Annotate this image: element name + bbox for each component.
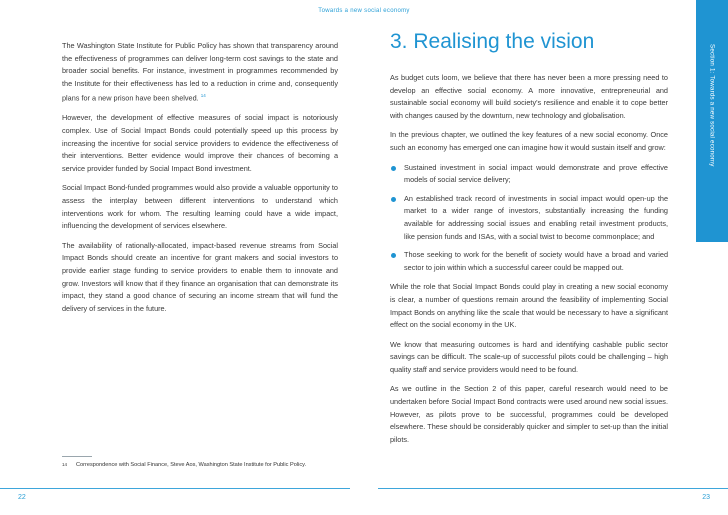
- bullet-item: Sustained investment in social impact would demonstrate and prove effective models of social service delivery;: [390, 162, 668, 187]
- footnote: [62, 461, 362, 469]
- bottom-rule-right: [378, 488, 728, 489]
- section-side-tab: [696, 0, 728, 242]
- left-paragraph: However, the development of effective measures of social impact is notoriously complex. Use of Social Impact Bonds could potentially speed up this process by increasing the incentive for social service providers to evidence the effectiveness of their interventions. Better evidence would improve their chances of becoming a service provider funded by Social Impact Bond investment.: [62, 113, 338, 173]
- right-column: [390, 72, 668, 453]
- left-paragraph: The Washington State Institute for Public Policy has shown that transparency around the effectiveness of programmes can deliver long-term cost savings to the state and broader social benefits. For instance, investment in programmes recommended by the Institute for their effectiveness has led to a reduction in crime and, consequently plans for a new prison have been shelved. $^{14}$: [62, 41, 338, 103]
- section-side-tab-label: Section 1: Towards a new social economy: [708, 44, 716, 167]
- footnote-text: Correspondence with Social Finance, Steve Aos, Washington State Institute for Public Policy.: [76, 462, 307, 468]
- bullet-item: Those seeking to work for the benefit of society would have a broad and varied sector to join within which a successful career could be mapped out.: [390, 249, 668, 274]
- page-number-right: 23: [702, 494, 710, 501]
- bullet-dot-icon: [391, 197, 396, 202]
- bullet-dot-icon: [391, 166, 396, 171]
- right-paragraph: While the role that Social Impact Bonds could play in creating a new social economy is clear, a number of questions remain around the feasibility of implementing Social Impact Bonds on anything like the scale that would be necessary to have a significant effect on the social economy in the UK.: [390, 282, 668, 330]
- bottom-rule-left: [0, 488, 350, 489]
- running-header: Towards a new social economy: [318, 8, 410, 14]
- left-paragraph: The availability of rationally-allocated, impact-based revenue streams from Social Impact Bonds should create an incentive for grant makers and social investors to provide earlier stage funding to service providers to enable them to innovate and grow. Investors will know that if they finance an organisation that can demonstrate its impact, they stand a good chance of securing an income stream that will fund the delivery of services in the future.: [62, 240, 338, 313]
- footnote-reference: 14: [200, 93, 206, 99]
- right-paragraph: As we outline in the Section 2 of this paper, careful research would need to be undertaken before Social Impact Bond contracts were used around new social issues. However, as pilots prove to be successful, programmes could be developed elsewhere. These should be considerably quicker and simpler to set-up than the initial pilots.: [390, 384, 668, 444]
- footnote-rule: [62, 456, 92, 457]
- bullet-list: [390, 162, 668, 275]
- bullet-dot-icon: [391, 253, 396, 258]
- footnote-number: 14: [62, 462, 68, 467]
- bullet-item: An established track record of investments in social impact would open-up the market to a wider range of investors, substantially increasing the funding available for addressing social issues and enabling retail investment products, like pension funds and ISAs, with a social twist to become commonplace; and: [390, 193, 668, 243]
- left-column: [62, 40, 338, 322]
- intro-paragraph: As budget cuts loom, we believe that there has never been a more pressing need to develop an effective social economy. A more innovative, entrepreneurial and sustainable social economy will build society's resilience and enable it to cope better with changes caused by the downturn, new technology and globalisation.: [390, 73, 668, 120]
- left-paragraph: Social Impact Bond-funded programmes would also provide a valuable opportunity to assess the interplay between different interventions to understand which interventions work for whom. The resulting learning could have a wide impact, influencing the development of services elsewhere.: [62, 183, 338, 231]
- page-title: 3. Realising the vision: [390, 30, 595, 53]
- page-number-left: 22: [18, 494, 26, 501]
- right-paragraph: We know that measuring outcomes is hard and identifying cashable public sector savings can be difficult. The scale-up of successful pilots could be challenging – high quality staff and service providers would need to be found.: [390, 339, 668, 374]
- lead-paragraph: In the previous chapter, we outlined the key features of a new social economy. Once such an economy has emerged one can imagine how it would sustain itself and grow:: [390, 130, 668, 152]
